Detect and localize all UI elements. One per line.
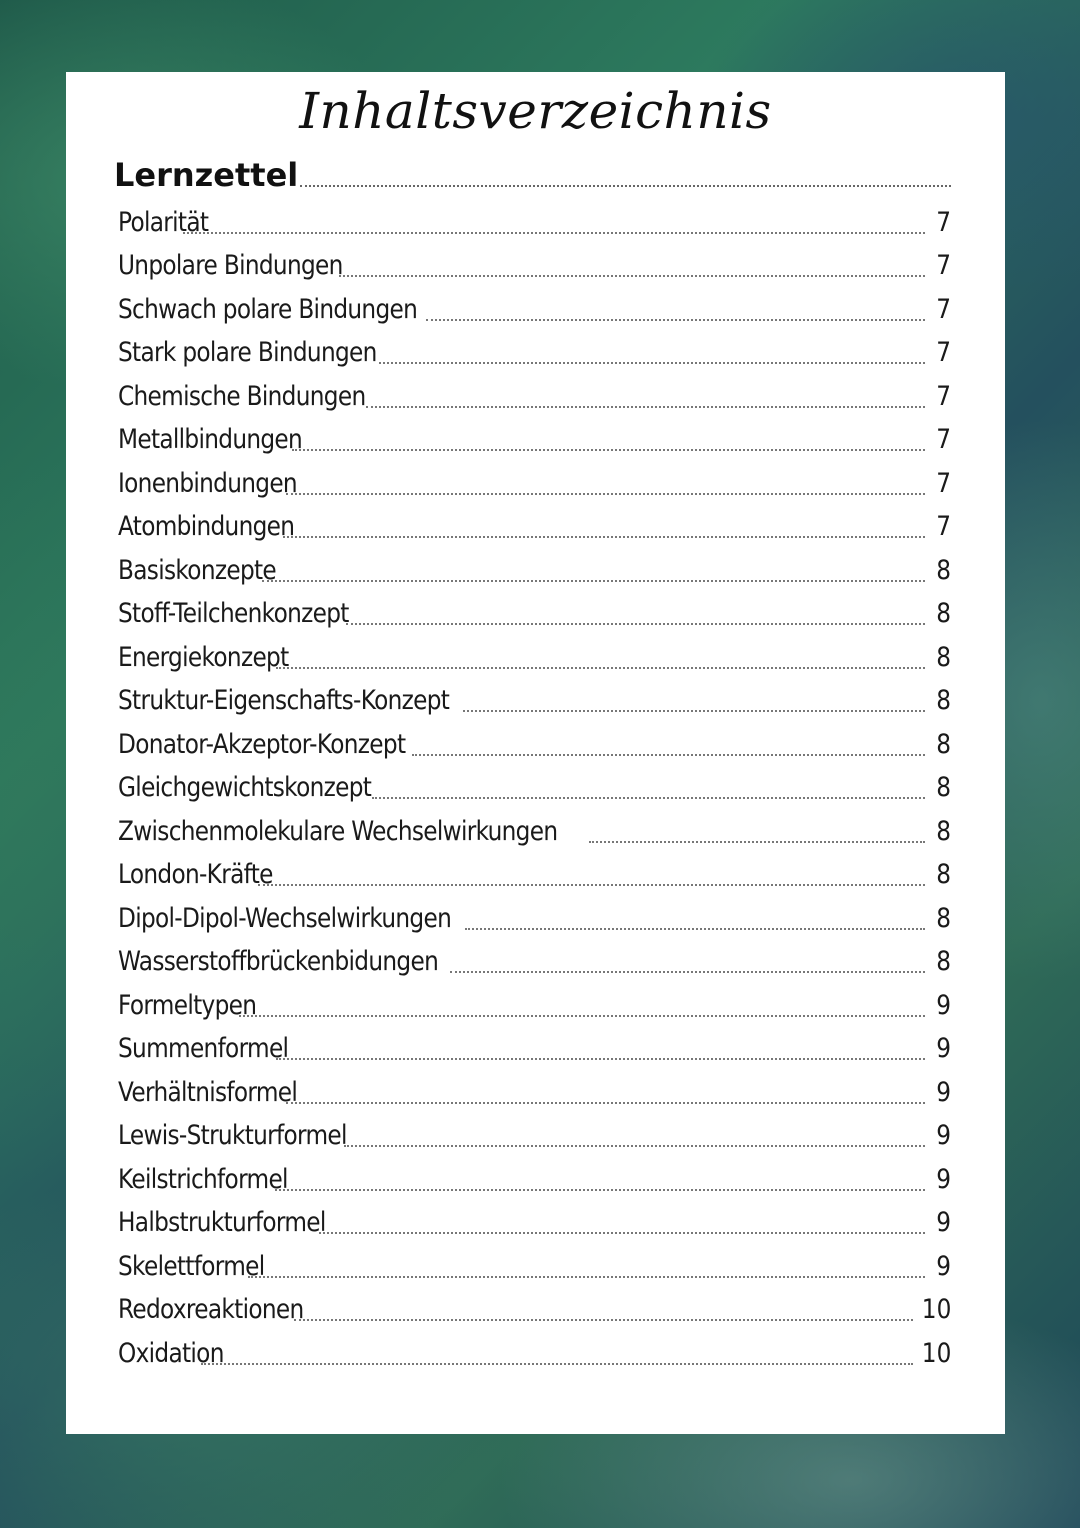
toc-entry (118, 501, 951, 545)
document-page (66, 72, 1005, 1434)
dotted-leader (426, 318, 925, 321)
toc-entry (118, 631, 951, 675)
toc-entry-page-number: 8 (936, 728, 951, 760)
toc-entry (118, 240, 951, 284)
toc-entry-page-number: 7 (936, 250, 951, 281)
toc-entry (118, 544, 951, 588)
dotted-leader (463, 709, 925, 712)
toc-entry-page-number: 7 (936, 511, 951, 542)
toc-entry (118, 283, 951, 327)
toc-entry-title: Dipol-Dipol-Wechselwirkungen (118, 902, 452, 934)
section-label: Lernzettel (114, 156, 299, 194)
toc-entry (118, 805, 951, 849)
dotted-leader (286, 492, 925, 495)
dotted-leader (262, 579, 925, 582)
dotted-leader (275, 1188, 925, 1191)
section-heading (114, 152, 951, 194)
dotted-leader (183, 231, 925, 234)
dotted-leader (344, 1144, 925, 1147)
toc-entry (118, 979, 951, 1023)
toc-entry-page-number: 9 (936, 1250, 951, 1282)
toc-entry-page-number: 8 (936, 685, 951, 716)
dotted-leader (292, 448, 925, 451)
toc-entry-page-number: 7 (936, 337, 951, 368)
toc-entry-title: Keilstrichformel (118, 1163, 288, 1195)
toc-entry (118, 1066, 951, 1110)
toc-entry (118, 457, 951, 501)
toc-entry-title: Stark polare Bindungen (118, 337, 377, 368)
toc-entry-title: Skelettformel (118, 1250, 265, 1282)
toc-entry (118, 936, 951, 980)
dotted-leader (319, 1231, 925, 1234)
toc-entry-title: Basiskonzepte (118, 554, 277, 586)
toc-entry-title: Unpolare Bindungen (118, 250, 343, 281)
toc-entry (118, 892, 951, 936)
toc-entry-page-number: 8 (936, 815, 951, 847)
toc-entry-page-number: 8 (936, 772, 951, 803)
dotted-leader (412, 753, 925, 756)
toc-entry-title: Redoxreaktionen (118, 1294, 304, 1325)
toc-entry-title: Halbstrukturformel (118, 1207, 326, 1238)
dotted-leader (372, 796, 925, 799)
toc-entry-title: Wasserstoffbrückenbidungen (118, 946, 439, 977)
dotted-leader (300, 184, 951, 187)
dotted-leader (339, 274, 925, 277)
toc-entry-page-number: 7 (936, 293, 951, 325)
dotted-leader (589, 840, 925, 843)
toc-entry-title: Energiekonzept (118, 641, 289, 673)
toc-entry (118, 675, 951, 719)
toc-entry-title: Donator-Akzeptor-Konzept (118, 728, 406, 760)
toc-entry-page-number: 9 (936, 1207, 951, 1238)
dotted-leader (294, 1318, 913, 1321)
toc-entry (118, 718, 951, 762)
toc-entry-page-number: 10 (921, 1294, 951, 1325)
toc-entry (118, 370, 951, 414)
dotted-leader (450, 970, 925, 973)
table-of-contents (118, 196, 951, 1371)
toc-entry-title: London-Kräfte (118, 859, 273, 890)
dotted-leader (258, 883, 925, 886)
toc-entry-title: Summenformel (118, 1033, 289, 1064)
toc-entry-page-number: 8 (936, 554, 951, 586)
toc-entry-title: Polarität (118, 206, 209, 238)
dotted-leader (366, 405, 925, 408)
toc-entry (118, 588, 951, 632)
toc-entry-page-number: 9 (936, 1120, 951, 1151)
toc-entry-title: Struktur-Eigenschafts-Konzept (118, 685, 450, 716)
dotted-leader (346, 622, 925, 625)
dotted-leader (465, 927, 925, 930)
toc-entry-page-number: 9 (936, 989, 951, 1021)
toc-entry (118, 1327, 951, 1371)
toc-entry (118, 1153, 951, 1197)
toc-entry-page-number: 8 (936, 859, 951, 890)
page-title: Inhaltsverzeichnis (299, 82, 772, 140)
toc-entry-page-number: 7 (936, 467, 951, 499)
toc-entry-page-number: 9 (936, 1163, 951, 1195)
toc-entry-title: Oxidation (118, 1337, 224, 1369)
toc-entry-title: Verhältnisformel (118, 1076, 298, 1108)
toc-entry-title: Chemische Bindungen (118, 380, 366, 412)
toc-entry-title: Zwischenmolekulare Wechselwirkungen (118, 815, 558, 847)
toc-entry (118, 762, 951, 806)
toc-entry (118, 414, 951, 458)
dotted-leader (283, 535, 925, 538)
toc-entry-title: Stoff-Teilchenkonzept (118, 598, 349, 629)
toc-entry-page-number: 7 (936, 380, 951, 412)
dotted-leader (286, 1101, 925, 1104)
toc-entry-page-number: 8 (936, 641, 951, 673)
toc-entry (118, 196, 951, 240)
toc-entry-page-number: 10 (921, 1337, 951, 1369)
dotted-leader (379, 361, 925, 364)
dotted-leader (248, 1275, 925, 1278)
toc-entry-page-number: 7 (936, 424, 951, 455)
toc-entry (118, 1284, 951, 1328)
toc-entry-page-number: 8 (936, 598, 951, 629)
dotted-leader (276, 666, 925, 669)
toc-entry (118, 1023, 951, 1067)
toc-entry-page-number: 9 (936, 1033, 951, 1064)
toc-entry (118, 327, 951, 371)
toc-entry (118, 1197, 951, 1241)
toc-entry-page-number: 8 (936, 946, 951, 977)
toc-entry-title: Schwach polare Bindungen (118, 293, 418, 325)
toc-entry-title: Metallbindungen (118, 424, 303, 455)
dotted-leader (201, 1362, 913, 1365)
toc-entry-title: Gleichgewichtskonzept (118, 772, 372, 803)
toc-entry-page-number: 9 (936, 1076, 951, 1108)
toc-entry-title: Atombindungen (118, 511, 295, 542)
toc-entry-title: Ionenbindungen (118, 467, 297, 499)
toc-entry-page-number: 8 (936, 902, 951, 934)
toc-entry-title: Lewis-Strukturformel (118, 1120, 347, 1151)
toc-entry (118, 1110, 951, 1154)
toc-entry (118, 1240, 951, 1284)
toc-entry (118, 849, 951, 893)
toc-entry-title: Formeltypen (118, 989, 257, 1021)
toc-entry-page-number: 7 (936, 206, 951, 238)
dotted-leader (276, 1057, 925, 1060)
dotted-leader (239, 1014, 925, 1017)
